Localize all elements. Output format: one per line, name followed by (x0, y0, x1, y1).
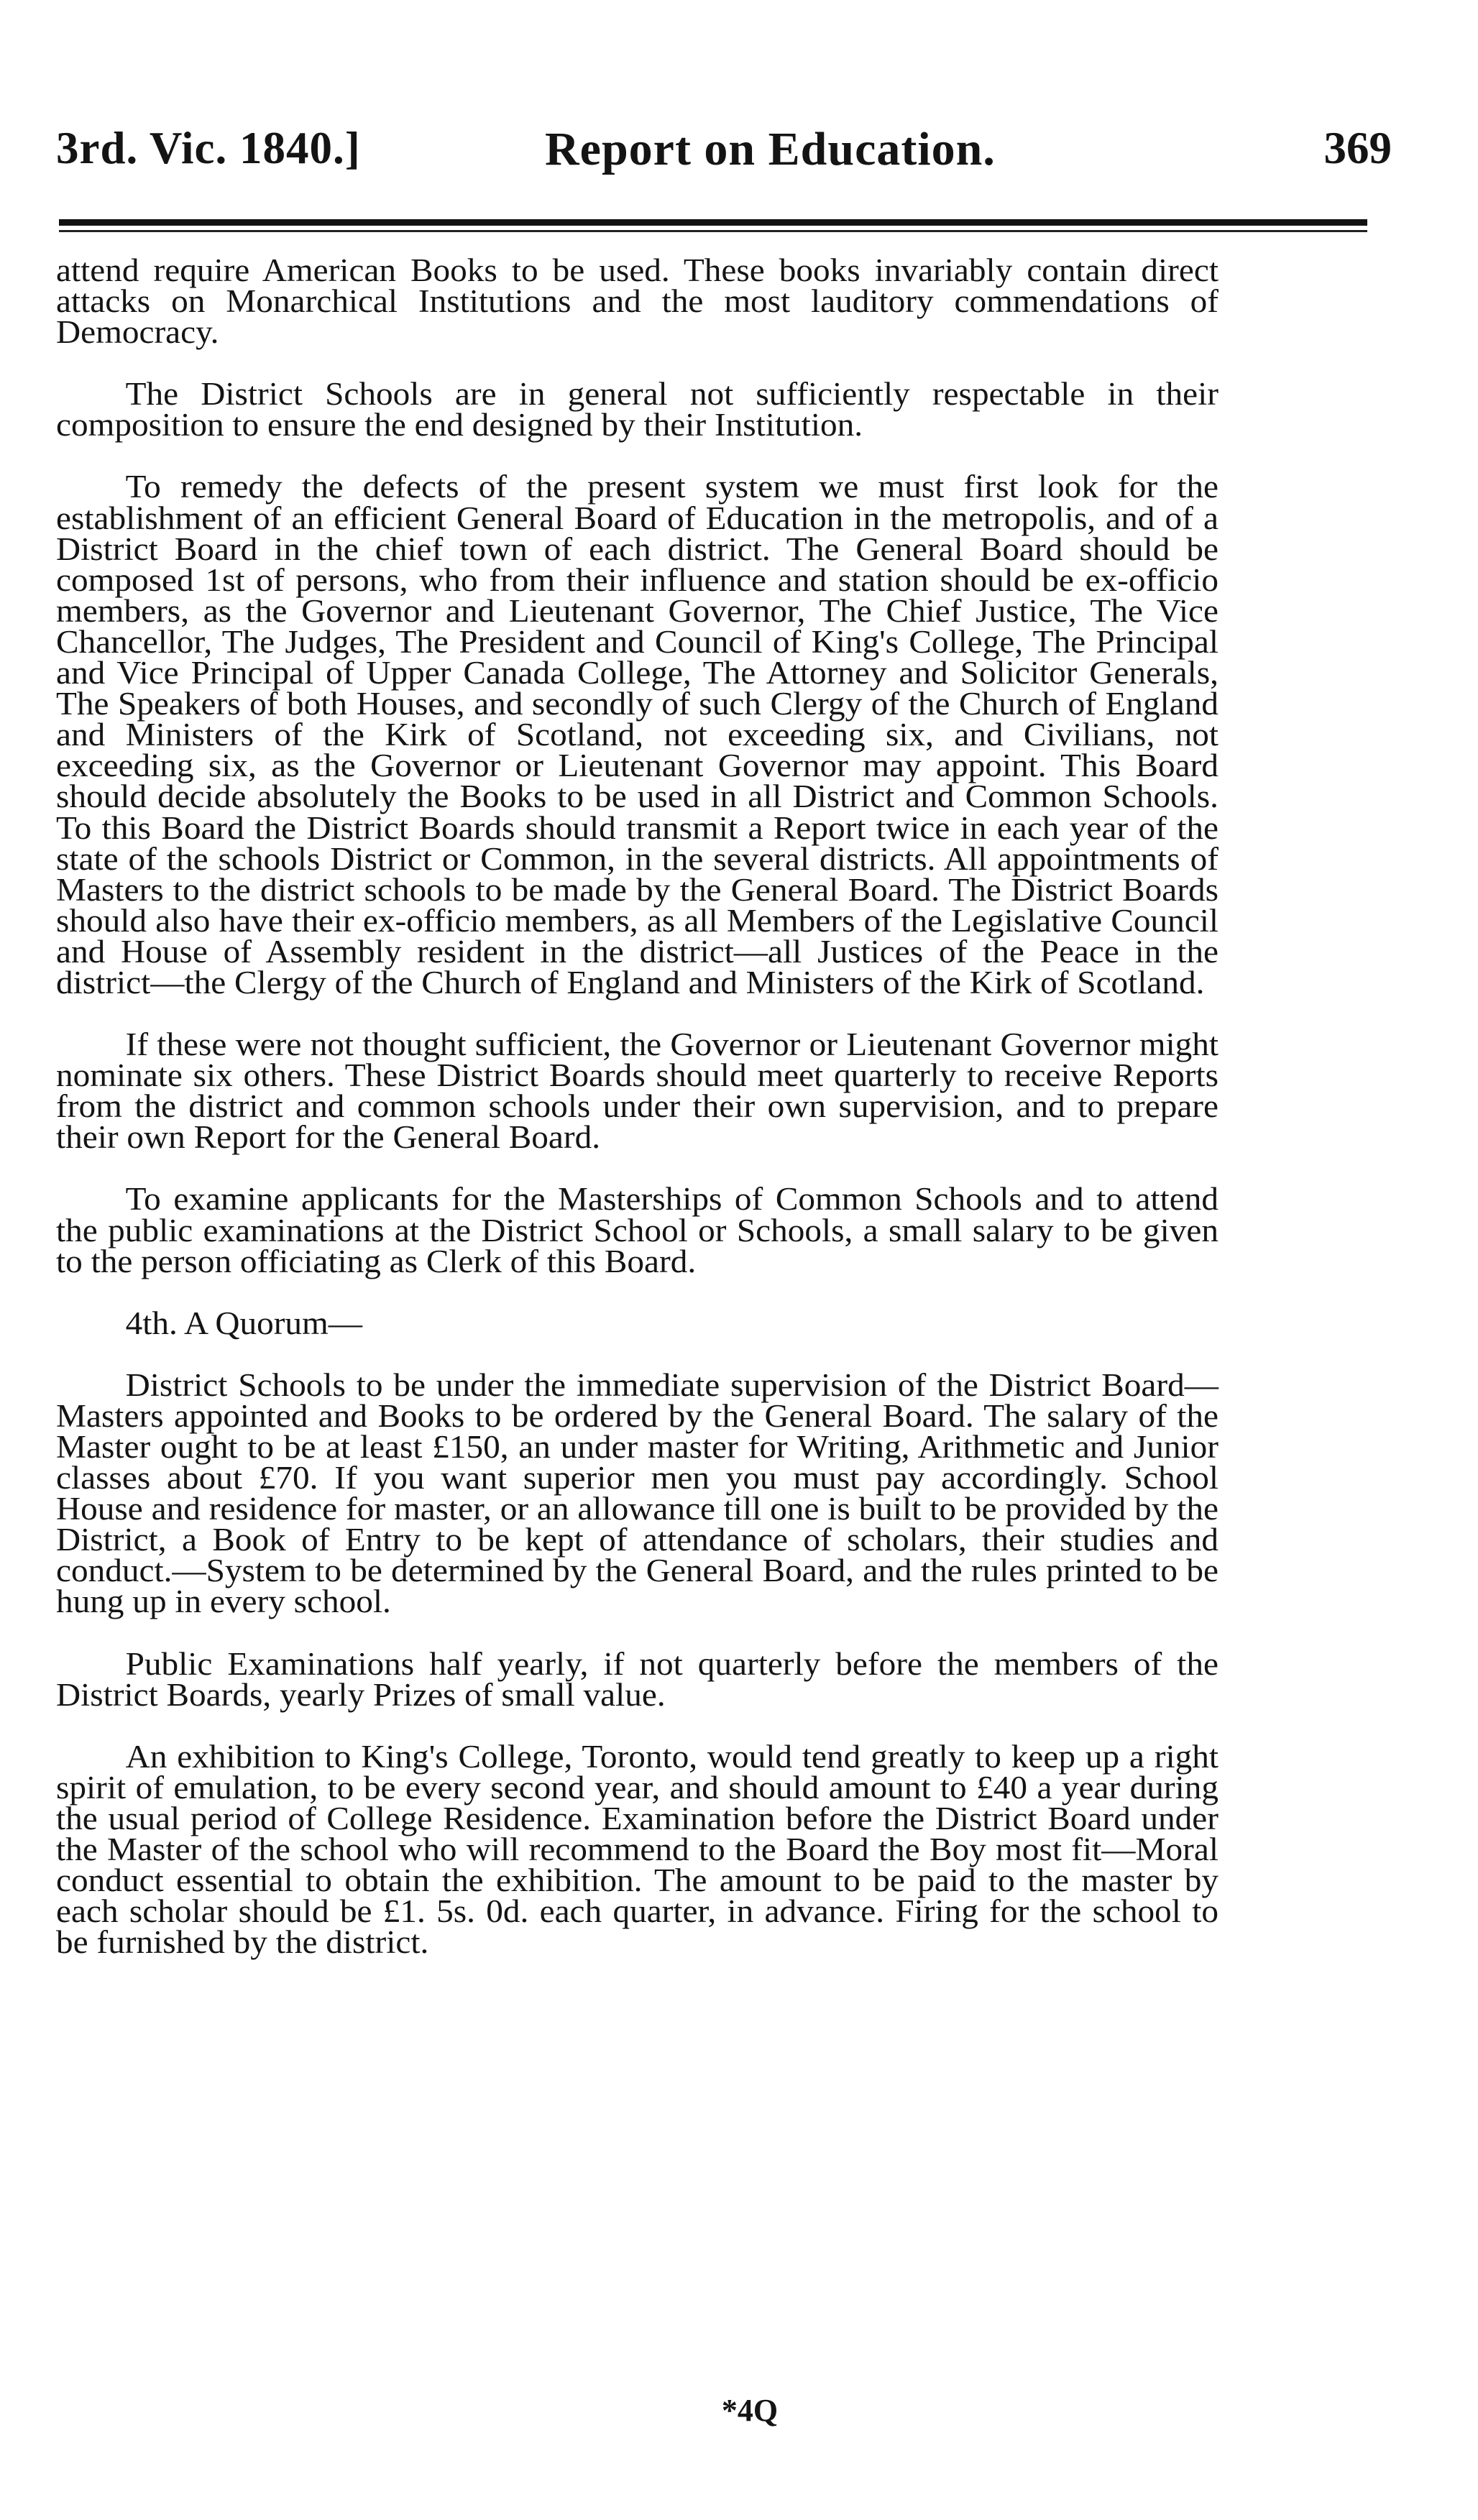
signature-text: *4Q (721, 2393, 779, 2428)
paragraph-general-board: To remedy the defects of the present system we must first look for the establishment of an efficient General Board of Education in the metropolis, and of a District Board in the chief town of each district. The General Board should be composed 1st of persons, who from their influence and station should be ex-officio members, as the Governor and Lieutenant Governor, The Chief Justice, The Vice Chancellor, The Judges, The President and Council of King's College, The Principal and Vice Principal of Upper Canada College, The Attorney and Solicitor Generals, The Speakers of both Houses, and secondly of such Clergy of the Church of England and Ministers of the Kirk of Scotland, not exceeding six, and Civilians, not exceeding six, as the Governor or Lieutenant Governor may appoint. This Board should decide absolutely the Books to be used in all District and Common Schools. To this Board the District Boards should transmit a Report twice in each year of the state of the schools District or Common, in the several districts. All appointments of Masters to the district schools to be made by the General Board. The District Boards should also have their ex-officio members, as all Members of the Legislative Council and House of Assembly resident in the district—all Justices of the Peace in the district—the Clergy of the Church of England and Ministers of the Kirk of Scotland. (56, 469, 1218, 1001)
paragraph-public-examinations: Public Examinations half yearly, if not quarterly before the members of the District Boards, yearly Prizes of small value. (56, 1645, 1218, 1713)
header-rule-thick (59, 219, 1367, 226)
header-rule-thin (59, 230, 1367, 232)
paragraph-district-boards: If these were not thought sufficient, the Governor or Lieutenant Governor might nominate six others. These District Boards should meet quarterly to receive Reports from the district and common schools under their own supervision, and to prepare their own Report for the General Board. (56, 1026, 1218, 1156)
page-number: 369 (1323, 123, 1392, 173)
paragraph-continued: attend require American Books to be used. These books invariably contain direct attacks on Monarchical Institutions and the most lauditory commendations of Democracy. (56, 252, 1218, 351)
header-title: Report on Education. (545, 123, 996, 175)
paragraph-examine-applicants: To examine applicants for the Masterships of Common Schools and to attend the public examinations at the District School or Schools, a small salary to be given to the person officiating as Clerk of this Board. (56, 1181, 1218, 1279)
paragraph-supervision: District Schools to be under the immediate supervision of the District Board—Masters appointed and Books to be ordered by the General Board. The salary of the Master ought to be at least £150, an under master for Writing, Arithmetic and Junior classes about £70. If you want superior men you must pay accordingly. School House and residence for master, or an allowance till one is built to be provided by the District, a Book of Entry to be kept of attendance of scholars, their studies and conduct.—System to be determined by the General Board, and the rules printed to be hung up in every school. (56, 1366, 1218, 1620)
header-session: 3rd. Vic. 1840.] (56, 123, 361, 173)
signature-mark (0, 2392, 1478, 2429)
paragraph-exhibition: An exhibition to King's College, Toronto, would tend greatly to keep up a right spirit of emulation, to be every second year, and should amount to £40 a year during the usual period of College Residence. Examination before the District Board under the Master of the school who will recommend to the Board the Boy most fit—Moral conduct essential to obtain the exhibition. The amount to be paid to the master by each scholar should be £1. 5s. 0d. each quarter, in advance. Firing for the school to be furnished by the district. (56, 1738, 1218, 1961)
body-text (56, 252, 1218, 1989)
running-header (56, 122, 1392, 187)
paragraph-district-schools: The District Schools are in general not sufficiently respectable in their composition to ensure the end designed by their Institution. (56, 376, 1218, 443)
paragraph-quorum: 4th. A Quorum— (125, 1305, 363, 1341)
